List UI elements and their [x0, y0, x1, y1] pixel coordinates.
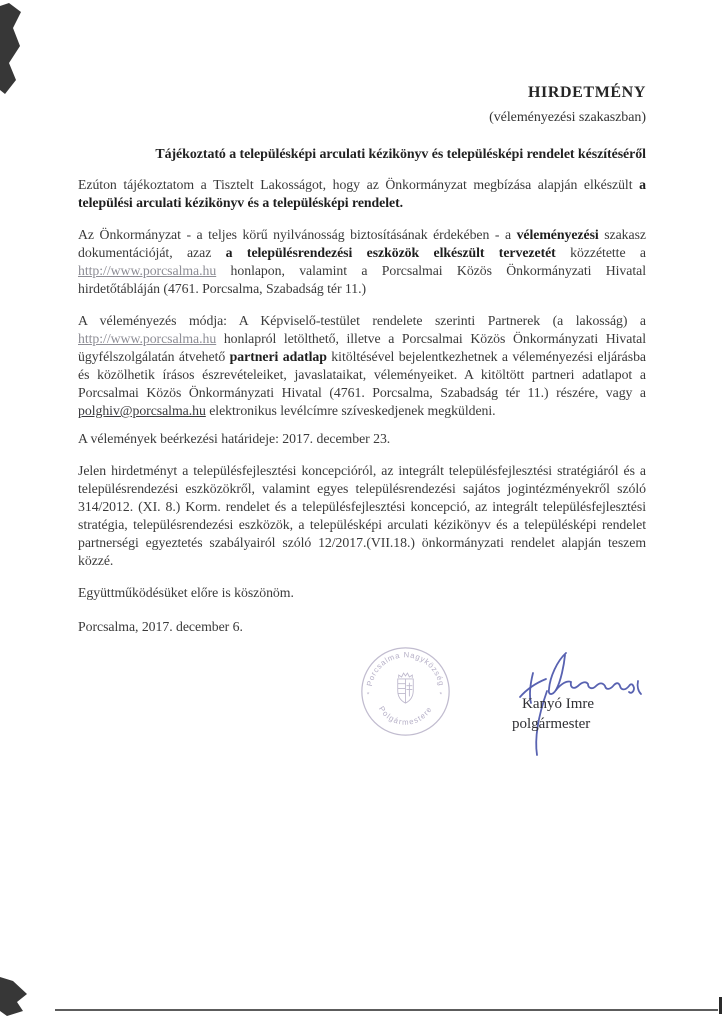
- document-heading: [78, 146, 646, 164]
- scan-artifact-right-edge: [719, 997, 722, 1014]
- document-subtitle: [78, 109, 646, 127]
- text-segment: A véleményezés módja: A Képviselő-testület rendelete szerinti Partnerek (a lakosság) a: [78, 313, 646, 328]
- porcsalma-url-link[interactable]: http://www.porcsalma.hu: [78, 263, 217, 278]
- text-segment: közzétette a: [555, 245, 646, 260]
- text-segment: Együttműködésüket előre is köszönöm.: [78, 585, 294, 600]
- scan-artifact-top-left: [0, 3, 21, 94]
- stamp-right-separator-icon: *: [439, 691, 443, 699]
- paragraph-procedure: [78, 312, 646, 420]
- stamp-left-separator-icon: *: [366, 691, 370, 699]
- text-segment: Az Önkormányzat - a teljes körű nyilvánosság biztosításának érdekében - a: [78, 227, 517, 242]
- document-subtitle-text: (véleményezési szakaszban): [489, 110, 646, 125]
- signer-title: polgármester: [512, 716, 591, 732]
- text-segment: partneri adatlap: [229, 349, 327, 364]
- scan-artifact-bottom-line: [55, 1009, 718, 1011]
- text-segment: honlapon, valamint a Porcsalmai Közös Önkormányzati Hivatal hirdetőtábláján (4761. Porcsalma, Szabadság tér 11.): [78, 263, 646, 296]
- text-segment: kitöltésével bejelentkezhetnek a véleményezési eljárásba és közölhetik írásos észrevételeiket, javaslataikat, véleményeiket. A kitöltött partneri adatlapot a Porcsalmai Közös Önkormányzati Hivatal (4761. Porcsalma, Szabadság tér 11.) részére, vagy a: [78, 349, 646, 400]
- document-heading-text: Tájékoztató a településképi arculati kézikönyv és településképi rendelet készítéséről: [155, 147, 646, 162]
- text-segment: Jelen hirdetményt a településfejlesztési koncepcióról, az integrált településfejlesztési stratégiáról és a településrendezési eszközökről, valamint egyes településrendezési sajátos jogintézményekről szóló 314/2012. (XI. 8.) Korm. rendelet és a településfejlesztési koncepció, az integrált településfejlesztési stratégia, településrendezési eszközök, a településképi arculati kézikönyv és a településképi rendelet partnerségi egyeztetés szabályairól szóló 12/2017.(VII.18.) önkormányzati rendelet alapján teszem közzé.: [78, 463, 646, 568]
- text-segment: elektronikus levélcímre szíveskedjenek megküldeni.: [205, 403, 496, 418]
- official-round-stamp: [357, 643, 454, 740]
- text-segment: Porcsalma, 2017. december 6.: [78, 619, 243, 634]
- paragraph-thanks: [78, 584, 646, 602]
- paragraph-legal-basis: [78, 462, 646, 570]
- text-segment: A vélemények beérkezési határideje: 2017. december 23.: [78, 431, 391, 446]
- paragraph-date-place: [78, 618, 646, 636]
- paragraph-publication: [78, 226, 646, 298]
- text-segment: szakasz dokumentációját, azaz: [78, 227, 646, 260]
- signer-name: Kanyó Imre: [522, 696, 595, 712]
- signature-block: [512, 694, 594, 734]
- document-body: [78, 0, 646, 650]
- stamp-bottom-text: Polgármestere: [376, 704, 435, 727]
- document-title-text: HIRDETMÉNY: [527, 84, 646, 101]
- polghiv-email-link[interactable]: polghiv@porcsalma.hu: [78, 403, 206, 418]
- coat-of-arms-icon: [398, 673, 414, 703]
- text-segment: a települési arculati kézikönyv és a településképi rendelet.: [78, 177, 646, 210]
- document-title: [78, 84, 646, 102]
- scan-artifact-bottom-left: [0, 977, 27, 1016]
- text-segment: honlapról letölthető, illetve a Porcsalmai Közös Önkormányzati Hivatal ügyfélszolgálatán átvehető: [78, 331, 646, 364]
- porcsalma-url-link[interactable]: http://www.porcsalma.hu: [78, 331, 217, 346]
- paragraph-deadline: [78, 430, 646, 448]
- text-segment: véleményezési: [516, 227, 599, 242]
- text-segment: a településrendezési eszközök elkészült tervezetét: [225, 245, 556, 260]
- stamp-top-text: Porcsalma Nagyközség: [364, 650, 447, 688]
- text-segment: Ezúton tájékoztatom a Tisztelt Lakosságot, hogy az Önkormányzat megbízása alapján elkészült: [78, 177, 640, 192]
- paragraph-intro: [78, 176, 646, 212]
